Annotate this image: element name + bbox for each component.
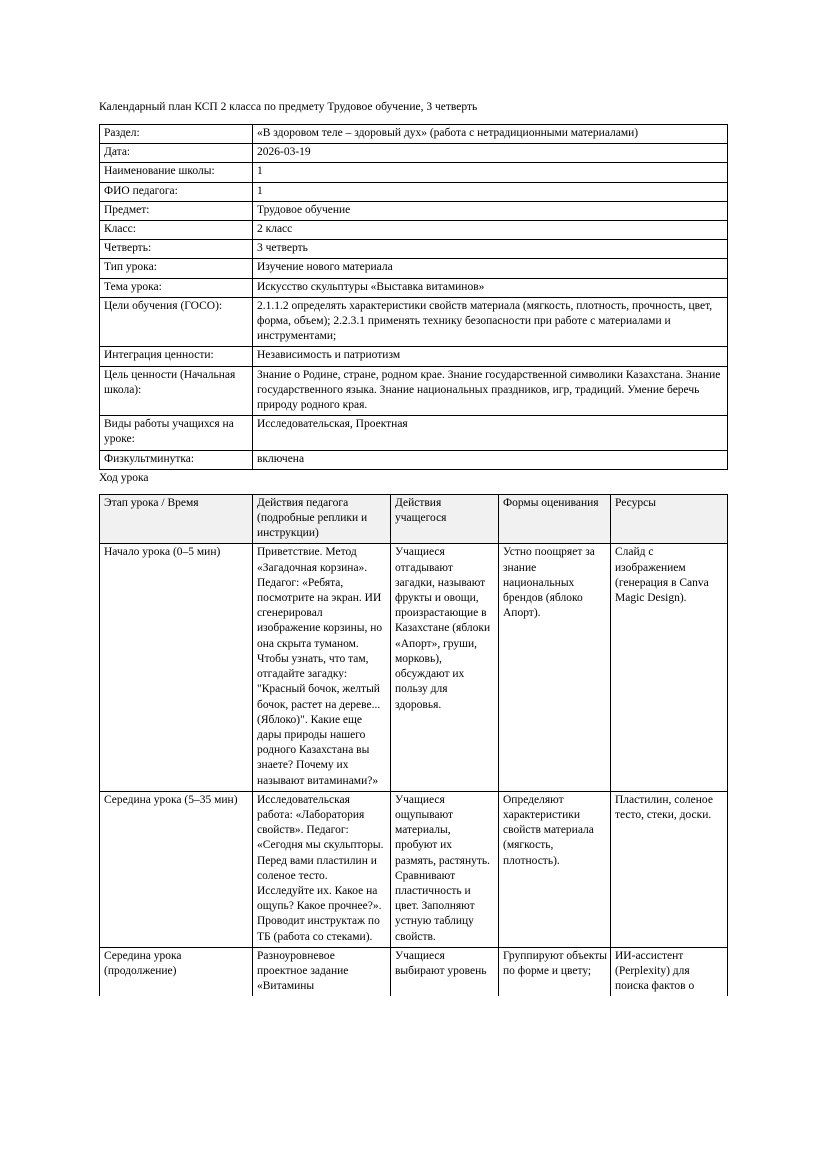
info-value: 1 bbox=[253, 182, 728, 201]
table-row bbox=[100, 366, 728, 416]
lesson-flow-head bbox=[100, 494, 728, 544]
info-label: Цель ценности (Начальная школа): bbox=[100, 366, 253, 416]
column-header-stage: Этап урока / Время bbox=[100, 494, 253, 544]
table-row bbox=[100, 297, 728, 347]
table-row bbox=[100, 182, 728, 201]
info-label: Класс: bbox=[100, 221, 253, 240]
info-value: 3 четверть bbox=[253, 240, 728, 259]
info-label: Тема урока: bbox=[100, 278, 253, 297]
table-row bbox=[100, 163, 728, 182]
cell-student-actions: Учащиеся ощупывают материалы, пробуют их размять, растянуть. Сравнивают пластичность и цвет. Заполняют устную таблицу свойств. bbox=[391, 791, 499, 947]
info-value: «В здоровом теле – здоровый дух» (работа с нетрадиционными материалами) bbox=[253, 125, 728, 144]
page-title: Календарный план КСП 2 класса по предмету Трудовое обучение, 3 четверть bbox=[99, 101, 478, 113]
table-row bbox=[100, 125, 728, 144]
lesson-flow-table bbox=[99, 494, 728, 997]
cell-teacher-actions: Разноуровневое проектное задание «Витамины bbox=[253, 947, 391, 996]
info-label: Наименование школы: bbox=[100, 163, 253, 182]
cell-teacher-actions: Исследовательская работа: «Лаборатория свойств». Педагог: «Сегодня мы скульпторы. Перед вами пластилин и соленое тесто. Исследуйте их. Какое на ощупь? Какое прочнее?». Проводит инструктаж по ТБ (работа со стеками). bbox=[253, 791, 391, 947]
info-value: Искусство скульптуры «Выставка витаминов» bbox=[253, 278, 728, 297]
cell-assessment: Устно поощряет за знание национальных брендов (яблоко Апорт). bbox=[499, 544, 611, 791]
cell-resources: Пластилин, соленое тесто, стеки, доски. bbox=[611, 791, 728, 947]
table-row bbox=[100, 544, 728, 791]
info-label: ФИО педагога: bbox=[100, 182, 253, 201]
info-value: включена bbox=[253, 450, 728, 469]
table-row bbox=[100, 791, 728, 947]
info-label: Предмет: bbox=[100, 201, 253, 220]
info-label: Раздел: bbox=[100, 125, 253, 144]
column-header-resources: Ресурсы bbox=[611, 494, 728, 544]
info-value: 2 класс bbox=[253, 221, 728, 240]
table-row bbox=[100, 947, 728, 996]
info-value: Исследовательская, Проектная bbox=[253, 416, 728, 450]
info-label: Цели обучения (ГОСО): bbox=[100, 297, 253, 347]
lesson-info-body bbox=[100, 125, 728, 470]
table-row bbox=[100, 278, 728, 297]
table-row bbox=[100, 221, 728, 240]
table-row bbox=[100, 201, 728, 220]
cell-stage: Середина урока (продолжение) bbox=[100, 947, 253, 996]
cell-resources: Слайд с изображением (генерация в Canva Magic Design). bbox=[611, 544, 728, 791]
cell-stage: Середина урока (5–35 мин) bbox=[100, 791, 253, 947]
cell-teacher-actions: Приветствие. Метод «Загадочная корзина». Педагог: «Ребята, посмотрите на экран. ИИ сгенерировал изображение корзины, но она скрыта туманом. Чтобы узнать, что там, отгадайте загадку: "Красный бочок, желтый бочок, растет на дереве... (Яблоко)". Какие еще дары природы нашего родного Казахстана вы знаете? Почему их называют витаминами?» bbox=[253, 544, 391, 791]
column-header-student-actions: Действия учащегося bbox=[391, 494, 499, 544]
info-value: Изучение нового материала bbox=[253, 259, 728, 278]
table-row bbox=[100, 450, 728, 469]
info-value: Независимость и патриотизм bbox=[253, 347, 728, 366]
info-label: Интеграция ценности: bbox=[100, 347, 253, 366]
cell-assessment: Определяют характеристики свойств материала (мягкость, плотность). bbox=[499, 791, 611, 947]
info-label: Виды работы учащихся на уроке: bbox=[100, 416, 253, 450]
info-label: Тип урока: bbox=[100, 259, 253, 278]
info-value: 1 bbox=[253, 163, 728, 182]
info-label: Четверть: bbox=[100, 240, 253, 259]
section-caption-lesson-flow: Ход урока bbox=[99, 471, 149, 484]
info-value: Трудовое обучение bbox=[253, 201, 728, 220]
lesson-flow-body bbox=[100, 544, 728, 996]
cell-student-actions: Учащиеся отгадывают загадки, называют фрукты и овощи, произрастающие в Казахстане (яблоки «Апорт», груши, морковь), обсуждают их пользу для здоровья. bbox=[391, 544, 499, 791]
cell-stage: Начало урока (0–5 мин) bbox=[100, 544, 253, 791]
table-row bbox=[100, 259, 728, 278]
info-label: Физкультминутка: bbox=[100, 450, 253, 469]
cell-resources: ИИ-ассистент (Perplexity) для поиска фактов о bbox=[611, 947, 728, 996]
table-row bbox=[100, 416, 728, 450]
info-value: 2026-03-19 bbox=[253, 144, 728, 163]
info-label: Дата: bbox=[100, 144, 253, 163]
info-value: 2.1.1.2 определять характеристики свойств материала (мягкость, плотность, прочность, цвет, форма, объем); 2.2.3.1 применять технику безопасности при работе с материалами и инструментами; bbox=[253, 297, 728, 347]
cell-student-actions: Учащиеся выбирают уровень bbox=[391, 947, 499, 996]
table-row bbox=[100, 144, 728, 163]
info-value: Знание о Родине, стране, родном крае. Знание государственной символики Казахстана. Знание государственного языка. Знание национальных праздников, игр, традиций. Умение беречь природу родного края. bbox=[253, 366, 728, 416]
lesson-info-table bbox=[99, 124, 728, 470]
column-header-assessment: Формы оценивания bbox=[499, 494, 611, 544]
cell-assessment: Группируют объекты по форме и цвету; bbox=[499, 947, 611, 996]
table-row bbox=[100, 347, 728, 366]
table-row bbox=[100, 240, 728, 259]
column-header-teacher-actions: Действия педагога (подробные реплики и инструкции) bbox=[253, 494, 391, 544]
table-header-row bbox=[100, 494, 728, 544]
